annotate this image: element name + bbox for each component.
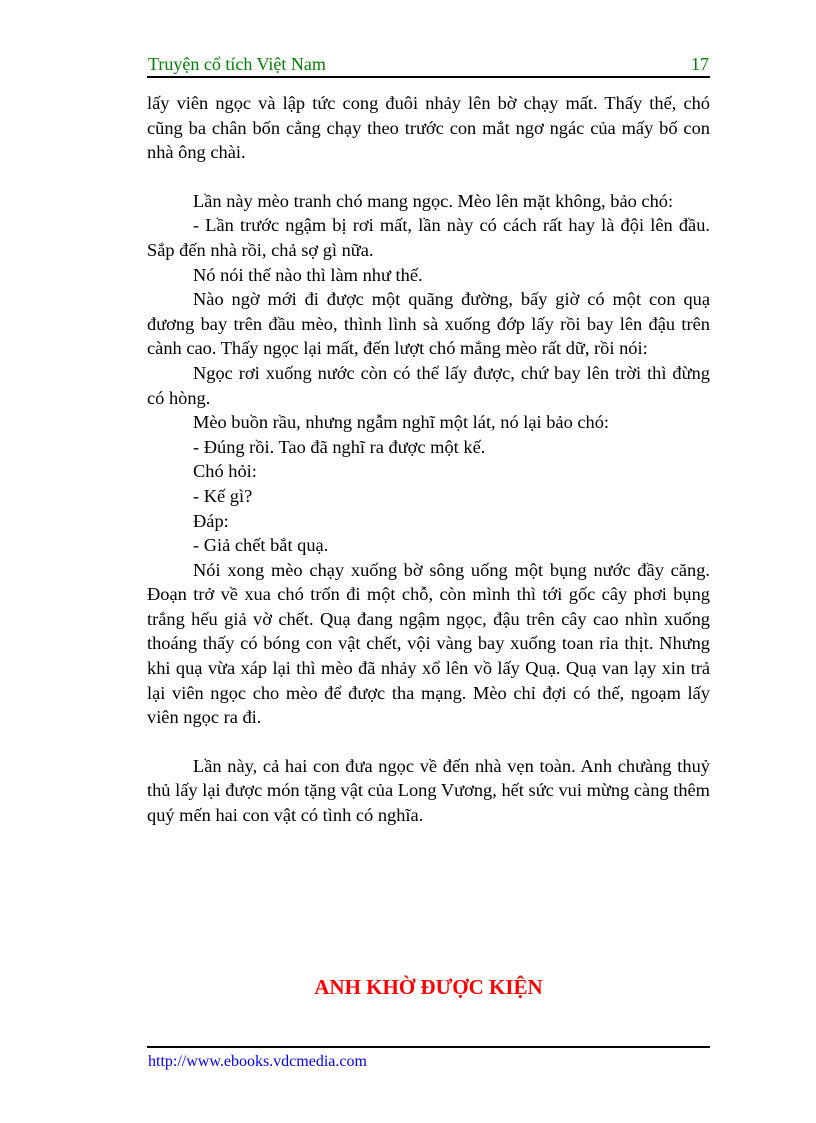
paragraph: Lần này, cả hai con đưa ngọc về đến nhà vẹn toàn. Anh chưàng thuỷ thủ lấy lại được món tặng vật của Long Vương, hết sức vui mừng càng thêm quý mến hai con vật có tình có nghĩa. <box>147 755 710 826</box>
footer-link[interactable]: http://www.ebooks.vdcmedia.com <box>148 1053 367 1070</box>
paragraph: Nào ngờ mới đi được một quãng đường, bấy giờ có một con quạ đương bay trên đầu mèo, thình lình sà xuống đớp lấy rồi bay lên đậu trên cành cao. Thấy ngọc lại mất, đến lượt chó mắng mèo rất dữ, rồi nói: <box>147 289 710 359</box>
footer-divider <box>147 1046 710 1048</box>
book-title: Truyện cổ tích Việt Nam <box>148 54 326 74</box>
paragraph: - Lần trước ngậm bị rơi mất, lần này có cách rất hay là đội lên đầu. Sắp đến nhà rồi, chả sợ gì nữa. <box>147 215 710 260</box>
paragraph: Đáp: <box>193 510 229 531</box>
paragraph: Nó nói thế nào thì làm như thế. <box>193 264 423 285</box>
running-header <box>147 52 710 78</box>
section-heading: ANH KHỜ ĐƯỢC KIỆN <box>314 975 543 999</box>
paragraph: - Giả chết bắt quạ. <box>193 535 329 556</box>
page-number: 17 <box>691 54 709 74</box>
paragraph: - Kế gì? <box>193 485 253 506</box>
paragraph: - Đúng rồi. Tao đã nghĩ ra được một kế. <box>193 436 486 457</box>
paragraph: lấy viên ngọc và lập tức cong đuôi nhảy lên bờ chạy mất. Thấy thế, chó cũng ba chân bốn cẳng chạy theo trước con mắt ngơ ngác của mấy bố con nhà ông chài. <box>147 93 710 163</box>
page-body <box>147 91 710 828</box>
paragraph: Chó hỏi: <box>193 461 257 482</box>
paragraph: Mèo buồn rầu, nhưng ngẫm nghĩ một lát, nó lại bảo chó: <box>193 412 610 433</box>
paragraph: Nói xong mèo chạy xuống bờ sông uống một bụng nước đầy căng. Đoạn trở về xua chó trốn đi một chỗ, còn mình thì tới gốc cây phơi bụng trắng hếu giả vờ chết. Quạ đang ngậm ngọc, đậu trên cây cao nhìn xuống thoáng thấy có bóng con vật chết, vội vàng bay xuống toan rỉa thịt. Nhưng khi quạ vừa xáp lại thì mèo đã nhảy xổ lên vồ lấy Quạ. Quạ van lạy xin trả lại viên ngọc cho mèo để được tha mạng. Mèo chỉ đợi có thế, ngoạm lấy viên ngọc ra đi. <box>147 559 710 728</box>
paragraph: Lần này mèo tranh chó mang ngọc. Mèo lên mặt không, bảo chó: <box>193 190 674 211</box>
paragraph: Ngọc rơi xuống nước còn có thể lấy được, chứ bay lên trời thì đừng có hòng. <box>147 362 710 408</box>
